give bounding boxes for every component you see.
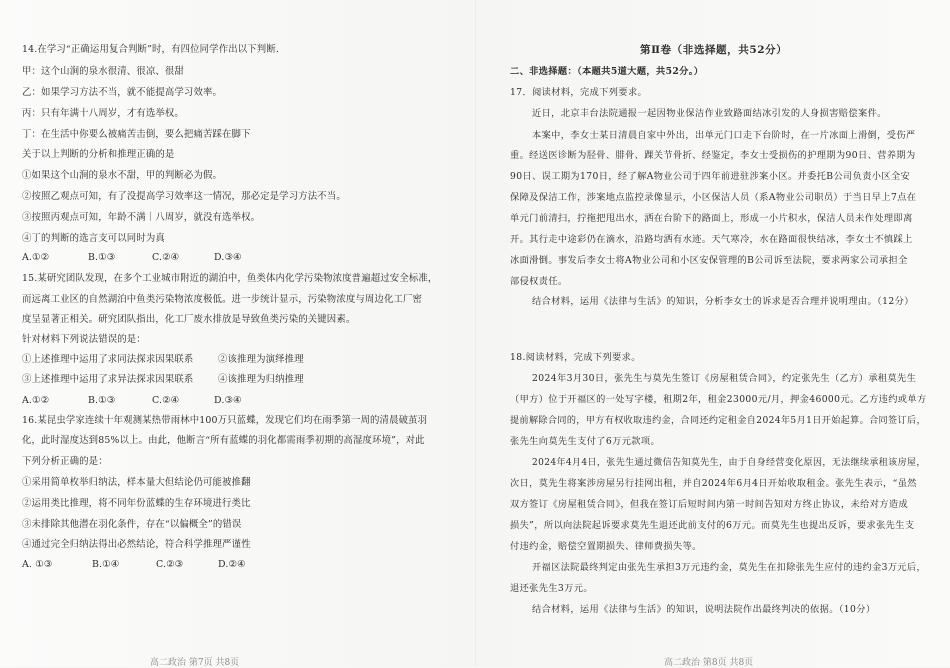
q14-statement-1: ①如果这个山涧的泉水不甜，甲的判断必为假。 xyxy=(22,170,223,181)
q14-judgment-ding: 丁：在生活中你要么被痛苦击倒，要么把痛苦踩在脚下 xyxy=(22,129,251,140)
q14-option-d: D.③④ xyxy=(214,252,242,263)
q16-option-a: A. ①③ xyxy=(22,559,53,570)
right-page-footer: 高二政治 第8页 共8页 xyxy=(664,658,754,668)
q17-line-4: 90日、误工期为170日，经了解A物业公司于四年前进驻涉案小区。并委托B公司负责小区全安 xyxy=(510,171,911,182)
q16-option-b: B.①④ xyxy=(92,559,120,570)
q14-judgment-bing: 丙：只有年满十八周岁，才有选举权。 xyxy=(22,108,184,119)
q15-statement-4: ④该推理为归纳推理 xyxy=(218,374,304,385)
q14-statement-4: ④丁的判断的选言支可以同时为真 xyxy=(22,233,165,244)
q14-statement-3: ③按照丙观点可知，年龄不满｜八周岁，就没有选举权。 xyxy=(22,212,261,223)
q16-option-d: D.②④ xyxy=(218,559,246,570)
q16-statement-4: ④通过完全归纳法得出必然结论，符合科学推理严谨性 xyxy=(22,539,251,550)
q18-line-7: 双方签订《房屋租赁合同》，但我在签订后短时间内第一时间告知对方终止协议，未给对方造成 xyxy=(510,499,909,510)
q15-statement-2: ②该推理为演绎推理 xyxy=(218,354,304,365)
q14-option-b: B.①③ xyxy=(88,252,116,263)
q15-para-2: 而远离工业区的自然湖泊中鱼类污染物浓度极低。进一步统计显示，污染物浓度与周边化工厂密 xyxy=(22,294,423,305)
q14-option-c: C.②④ xyxy=(152,252,180,263)
part-heading: 二、非选择题：（本题共5道大题，共52分。） xyxy=(510,66,704,77)
q16-para-3: 下列分析正确的是： xyxy=(22,456,108,467)
q14-option-a: A.①② xyxy=(22,252,50,263)
q14-stem: 14.在学习“正确运用复合判断”时，有四位同学作出以下判断. xyxy=(22,44,279,55)
q16-para-1: 16.某昆虫学家连续十年观测某热带雨林中100万只蓝蝶，发现它们均在雨季第一周的清晨破茧羽 xyxy=(22,415,428,426)
q18-line-5: 2024年4月4日，张先生通过微信告知莫先生，由于自身经营变化原因，无法继续承租该房屋， xyxy=(532,457,926,468)
q14-prompt: 关于以上判断的分析和推理正确的是 xyxy=(22,149,175,160)
q17-line-8: 冰面滑倒。事发后李女士将A物业公司和小区安保管理的B公司诉至法院，要求两家公司承担全 xyxy=(510,255,908,266)
left-page-footer: 高二政治 第7页 共8页 xyxy=(150,658,240,668)
q17-line-1: 近日，北京丰台法院通报一起因物业保洁作业致路面结冰引发的人身损害赔偿案件。 xyxy=(532,108,887,119)
q16-option-c: C.②③ xyxy=(156,559,184,570)
q17-line-6: 单元门前清扫，拧拖把甩出水，洒在台阶下的路面上，形成一小片积水，保洁人员未作处理即离 xyxy=(510,213,913,224)
q15-statement-1: ①上述推理中运用了求同法探求因果联系 xyxy=(22,354,194,365)
q14-judgment-yi: 乙：如果学习方法不当，就不能提高学习效率。 xyxy=(22,87,223,98)
section-title: 第Ⅱ卷（非选择题，共52分） xyxy=(640,44,788,56)
q14-statement-2: ②按照乙观点可知，有了没提高学习效率这一情况，那必定是学习方法不当。 xyxy=(22,191,346,202)
q17-task: 结合材料，运用《法律与生活》的知识，分析李女士的诉求是否合理并说明理由。（12分） xyxy=(532,296,914,307)
q16-statement-1: ①采用简单枚举归纳法，样本量大但结论仍可能被推翻 xyxy=(22,477,251,488)
q16-statement-2: ②运用类比推理，将不同年份蓝蝶的生存环境进行类比 xyxy=(22,498,251,509)
q18-line-3: 提前解除合同的，甲方有权收取违约金，合同还约定租金自2024年5月1日开始起算。合同签订后， xyxy=(510,415,926,426)
q17-title: 17．阅读材料，完成下列要求。 xyxy=(510,87,648,98)
q16-statement-3: ③未排除其他潜在羽化条件，存在“以偏概全”的错误 xyxy=(22,519,242,530)
q18-line-1: 2024年3月30日，张先生与莫先生签订《房屋租赁合同》，约定张先生（乙方）承租莫先生 xyxy=(532,373,917,384)
q17-line-9: 部侵权责任。 xyxy=(510,276,568,287)
q15-prompt: 针对材料下列说法错误的是： xyxy=(22,334,146,345)
q16-para-2: 化，此时湿度达到85%以上。由此，他断言“所有蓝蝶的羽化都需雨季初期的高湿度环境”，对此 xyxy=(22,435,425,446)
q15-statement-3: ③上述推理中运用了求异法探求因果联系 xyxy=(22,374,194,385)
q17-line-2: 本案中，李女士某日清晨自家中外出，出单元门口走下台阶时，在一片冰面上滑倒，受伤严 xyxy=(532,130,916,141)
q18-line-8: 损失”，所以向法院起诉要求莫先生退还此前支付的6万元。而莫先生也提出反诉，要求张先生支 xyxy=(510,520,915,531)
q18-task: 结合材料，运用《法律与生活》的知识，说明法院作出最终判决的依据。（10分） xyxy=(532,604,876,615)
q14-judgment-jia: 甲：这个山涧的泉水很清、很凉、很甜 xyxy=(22,66,184,77)
q18-title: 18.阅读材料，完成下列要求。 xyxy=(510,352,641,363)
q18-line-10: 开福区法院最终判定由张先生承担3万元违约金，莫先生在扣除张先生应付的违约金3万元后， xyxy=(532,562,927,573)
q15-para-1: 15.某研究团队发现，在多个工业城市附近的湖泊中，鱼类体内化学污染物浓度普遍超过安全标准， xyxy=(22,273,438,284)
q15-option-a: A.①② xyxy=(22,395,50,406)
q18-line-2: （甲方）位于开福区的一处写字楼，租期2年，租金23000元/月，押金46000元。乙方违约或单方 xyxy=(510,394,927,405)
q18-line-4: 张先生向莫先生支付了6万元款项。 xyxy=(510,436,661,447)
q18-line-11: 退还张先生3万元。 xyxy=(510,583,593,594)
q15-option-b: B.①③ xyxy=(88,395,116,406)
page-gutter xyxy=(475,0,476,667)
q18-line-6: 次日，莫先生将案涉房屋另行挂网出租，并自2024年6月4日开始收取租金。张先生表示，“虽然 xyxy=(510,478,917,489)
q15-option-c: C.②④ xyxy=(152,395,180,406)
q17-line-7: 开。其行走中途彩仍在滴水，沿路均洒有水迹。天气寒冷，水在路面很快结冰，李女士不慎踩上 xyxy=(510,234,913,245)
q17-line-5: 保障及保洁工作，涉案地点监控录像显示，小区保洁人员（系A物业公司职员）于当日早上7点在 xyxy=(510,192,917,203)
q17-line-3: 重。经送医诊断为胫骨、腓骨、踝关节骨折、经鉴定，李女士受损伤的护理期为90日、营养期为 xyxy=(510,150,916,161)
q15-option-d: D.③④ xyxy=(214,395,242,406)
q15-para-3: 度呈显著正相关。研究团队指出，化工厂废水排放是导致鱼类污染的关键因素。 xyxy=(22,314,356,325)
q18-line-9: 付违约金，赔偿空置期损失、律师费损失等。 xyxy=(510,541,702,552)
